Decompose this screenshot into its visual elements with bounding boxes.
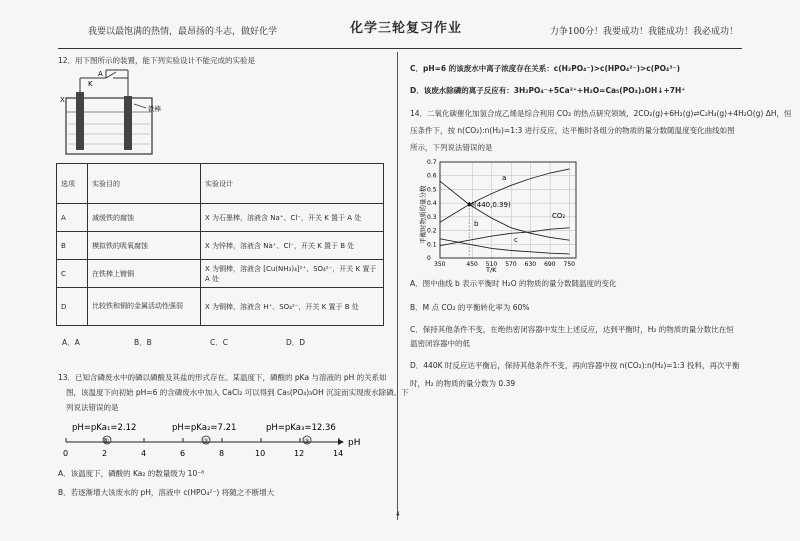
table-row <box>57 204 384 232</box>
q12-option-d: D．D <box>286 338 306 347</box>
chart-ylabel: 平衡时物质的量分数 <box>419 185 427 244</box>
table-cell-design: X 为铜棒，溶液含 [Cu(NH₃)₄]²⁺、SO₄²⁻，开关 K 置于 A 处 <box>201 260 384 288</box>
y-tick-label: 0.1 <box>427 241 437 249</box>
tick-label: 12 <box>294 449 305 458</box>
circle-marker-2: ② <box>203 438 209 445</box>
x-tick-label: 350 <box>434 261 446 268</box>
table-row <box>57 288 384 326</box>
series-label-a: a <box>502 174 507 182</box>
table-cell-goal: 在铁棒上镀铜 <box>88 260 201 288</box>
y-tick-label: 0.6 <box>427 172 437 180</box>
column-divider <box>397 52 398 520</box>
q12-option-b: B．B <box>134 338 152 347</box>
q12-stem: 12．用下图所示的装置，能下列实验设计不能完成的实验是 <box>58 56 256 65</box>
apparatus-label-k: K <box>88 80 93 88</box>
q13-option-d: D．该废水除磷的离子反应有：3H₂PO₄⁻+5Ca²⁺+H₂O=Ca₅(PO₄)₃OH↓+7H⁺ <box>410 86 686 95</box>
pka-axis-diagram <box>56 420 376 466</box>
y-tick-label: 0.7 <box>427 159 437 166</box>
table-cell-design: X 为锌棒，溶液含 Na⁺、Cl⁻，开关 K 置于 B 处 <box>201 232 384 260</box>
q13-option-c: C．pH=6 的该废水中离子浓度存在关系：c(H₂PO₄⁻)>c(HPO₄²⁻)>c(PO₄³⁻) <box>410 64 680 73</box>
electrolysis-apparatus <box>58 68 168 160</box>
table-cell-goal: 减缓铁的腐蚀 <box>88 204 201 232</box>
circle-marker-1: ① <box>104 438 110 445</box>
chart-annotation-m: M(440,0.39) <box>468 201 511 209</box>
q12-experiment-table <box>56 163 384 326</box>
q14-option-d-line2: 时，H₂ 的物质的量分数为 0.39 <box>410 379 516 388</box>
pka3-label: pH=pKa₃=12.36 <box>266 423 336 433</box>
q14-option-a: A．图中曲线 b 表示平衡时 H₂O 的物质的量分数随温度的变化 <box>410 279 617 288</box>
circle-marker-3: ③ <box>304 438 310 445</box>
x-tick-label: 570 <box>505 261 517 268</box>
y-tick-label: 0.4 <box>427 200 437 208</box>
apparatus-label-iron-rod: 铁棒 <box>148 105 161 113</box>
table-cell-option: C <box>57 260 88 288</box>
table-header: 实验目的 <box>88 164 201 204</box>
y-tick-label: 0 <box>427 255 431 262</box>
chart-xlabel: T/K <box>486 266 497 274</box>
table-row <box>57 232 384 260</box>
tick-label: 8 <box>219 449 225 458</box>
header-title: 化学三轮复习作业 <box>350 21 463 36</box>
tick-label: 0 <box>63 449 69 458</box>
table-header-row <box>57 164 384 204</box>
q14-equilibrium-chart <box>412 156 592 274</box>
series-label-b: b <box>474 220 479 228</box>
table-cell-design: X 为铜棒，溶液含 H⁺、SO₄²⁻，开关 K 置于 B 处 <box>201 288 384 326</box>
axis-unit-label: pH <box>348 438 361 448</box>
apparatus-label-x: X <box>60 96 65 104</box>
y-tick-label: 0.2 <box>427 227 437 235</box>
header-slogan: 力争100分！我要成功！我能成功！我必成功！ <box>549 27 738 37</box>
tick-label: 10 <box>255 449 266 458</box>
tick-label: 6 <box>180 449 186 458</box>
y-tick-label: 0.5 <box>427 186 437 194</box>
series-label-co2: CO₂ <box>552 212 566 220</box>
pka2-label: pH=pKa₂=7.21 <box>172 423 237 433</box>
series-label-c: c <box>514 236 518 244</box>
table-cell-goal: 比较铁和铜的金属活动性强弱 <box>88 288 201 326</box>
tick-label: 14 <box>333 449 344 458</box>
x-tick-label: 510 <box>485 261 498 268</box>
q13-option-b: B．若逐渐增大该废水的 pH，溶液中 c(HPO₄²⁻) 将随之不断增大 <box>58 488 275 497</box>
q14-option-d-line1: D．440K 时反应达平衡后，保持其他条件不变，再向容器中按 n(CO₂):n(H₂)=1:3 投料，再次平衡 <box>410 361 740 370</box>
q13-stem-line1: 13．已知含磷废水中的磷以磷酸及其盐的形式存在。某温度下，磷酸的 pKa 与溶液的 pH 的关系如 <box>58 373 387 382</box>
q13-stem-line2: 图，该温度下向初始 pH=6 的含磷废水中加入 CaCl₂ 可以得到 Ca₅(PO₄)₃OH 沉淀而实现废水除磷。下 <box>66 388 409 397</box>
y-tick-label: 0.3 <box>427 213 437 221</box>
x-tick-label: 690 <box>544 261 556 268</box>
q13-stem-line3: 列说法错误的是 <box>66 403 119 412</box>
pka1-label: pH=pKa₁=2.12 <box>72 423 137 433</box>
table-row <box>57 260 384 288</box>
x-tick-label: 630 <box>524 261 537 268</box>
q14-stem-line2: 压条件下，按 n(CO₂):n(H₂)=1:3 进行反应，达平衡时各组分的物质的量分数随温度变化曲线如图 <box>410 126 735 135</box>
q13-option-a: A．该温度下，磷酸的 Ka₂ 的数量级为 10⁻⁸ <box>58 469 205 478</box>
table-cell-option: B <box>57 232 88 260</box>
x-tick-label: 450 <box>466 261 478 268</box>
q12-option-a: A．A <box>62 338 80 347</box>
apparatus-label-a: A <box>98 70 103 78</box>
tick-label: 2 <box>102 449 108 458</box>
header-motto: 我要以最饱满的热情，最昂扬的斗志，做好化学 <box>88 27 278 37</box>
page-header <box>58 8 742 49</box>
tick-label: 4 <box>141 449 147 458</box>
q14-option-b: B．M 点 CO₂ 的平衡转化率为 60% <box>410 303 530 312</box>
x-tick-label: 750 <box>563 261 575 268</box>
page-number: 4 <box>396 511 400 518</box>
table-cell-option: D <box>57 288 88 326</box>
table-cell-design: X 为石墨棒，溶液含 Na⁺、Cl⁻，开关 K 置于 A 处 <box>201 204 384 232</box>
table-cell-goal: 模拟铁的吸氧腐蚀 <box>88 232 201 260</box>
table-cell-option: A <box>57 204 88 232</box>
table-header: 选项 <box>57 164 88 204</box>
q14-stem-line3: 所示，下列说法错误的是 <box>410 143 493 152</box>
q14-option-c-line1: C．保持其他条件不变，在绝热密闭容器中发生上述反应，达到平衡时，H₂ 的物质的量分数比在恒 <box>410 325 734 334</box>
q12-option-c: C．C <box>210 338 228 347</box>
q14-option-c-line2: 温密闭容器中的低 <box>410 339 470 348</box>
q14-stem-line1: 14．二氧化碳催化加氢合成乙烯是综合利用 CO₂ 的热点研究领域，2CO₂(g)+6H₂(g)⇌C₂H₄(g)+4H₂O(g) ΔH，恒 <box>410 109 792 118</box>
table-header: 实验设计 <box>201 164 384 204</box>
